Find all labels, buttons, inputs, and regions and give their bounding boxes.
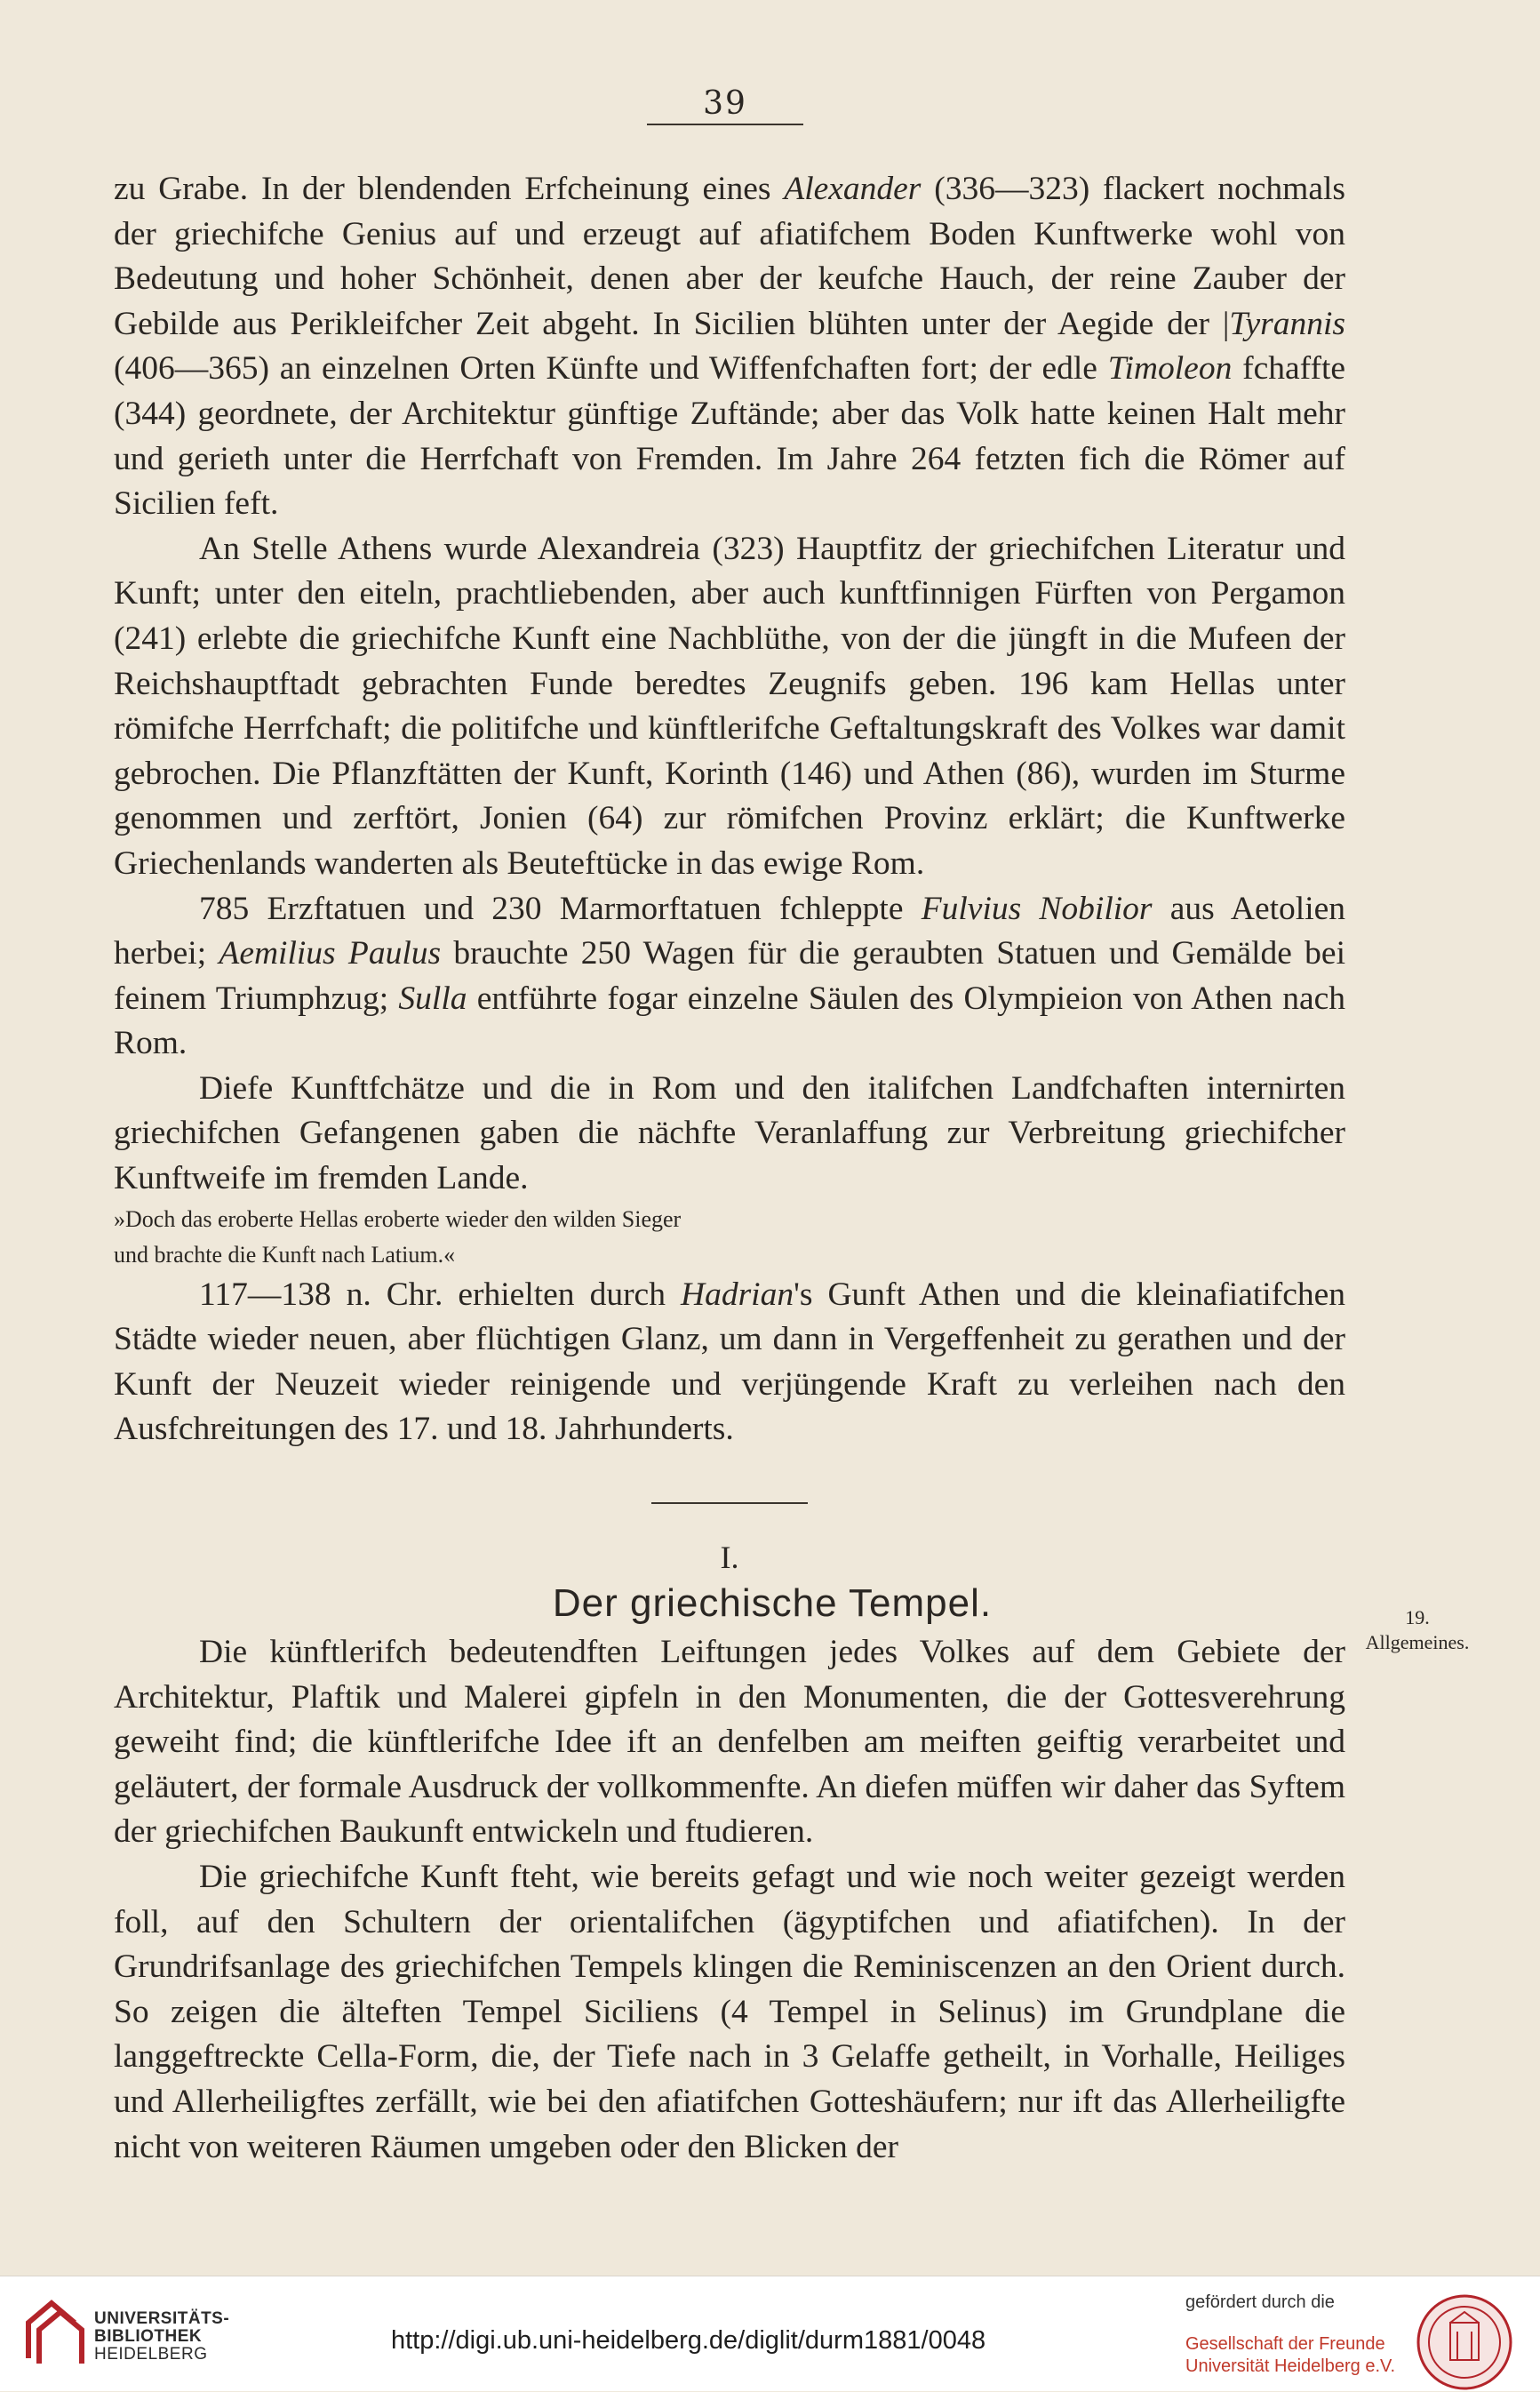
quotation xyxy=(114,1202,914,1273)
quote-line: »Doch das eroberte Hellas eroberte wieder den wilden Sieger xyxy=(114,1205,682,1232)
library-name-line: HEIDELBERG xyxy=(94,2345,208,2364)
document-url-link[interactable]: http://digi.ub.uni-heidelberg.de/diglit/durm1881/0048 xyxy=(391,2326,986,2355)
sponsor-name xyxy=(1185,2333,1395,2378)
library-name-line: UNIVERSITÄTS- xyxy=(94,2309,230,2328)
margin-note xyxy=(1360,1605,1475,1655)
library-name xyxy=(94,2310,229,2364)
quote-line: und brachte die Kunft nach Latium.« xyxy=(114,1241,456,1268)
section-divider xyxy=(651,1502,808,1504)
sponsor-name-line: Gesellschaft der Freunde xyxy=(1185,2334,1385,2354)
ub-logo-icon xyxy=(16,2296,91,2371)
university-seal-icon xyxy=(1415,2292,1514,2392)
sponsor-label: gefördert durch die xyxy=(1185,2292,1335,2312)
section-number: I. xyxy=(720,1540,739,1576)
paragraph: 117—138 n. Chr. erhielten durch Hadrian's Gunft Athen und die kleinafiatifchen Städte wieder neuen, aber flüchtigen Glanz, um dann in Vergeffenheit zu gerathen und der Kunft der Neuzeit wieder reinigende und verjüngende Kraft zu verleihen nach den Ausfchreitungen des 17. und 18. Jahrhunderts. xyxy=(114,1276,1345,1448)
margin-note-label: Allgemeines. xyxy=(1365,1631,1470,1653)
paragraph: Die griechifche Kunft fteht, wie bereits gefagt und wie noch weiter gezeigt werden foll, auf den Schultern der orientalifchen (ägyptifchen und afiatifchen). In der Grundrifsanlage des griechifchen Tempels klingen die Reminiscenzen an den Orient durch. So zeigen die älteften Tempel Siciliens (4 Tempel in Selinus) im Grundplane die langgeftreckte Cella-Form, die, der Tiefe nach in 3 Gelaffe getheilt, in Vorhalle, Heiliges und Allerheiligftes zerfällt, wie bei den afiatifchen Gotteshäufern; nur ift das Allerheiligfte nicht von weiteren Räumen umgeben oder den Blicken der xyxy=(114,1859,1345,2165)
footer-bar xyxy=(0,2276,1540,2391)
paragraph: Diefe Kunftfchätze und die in Rom und den italifchen Landfchaften internirten griechifchen Gefangenen gaben die nächfte Veranlaffung zur Verbreitung griechifcher Kunftweife im fremden Lande. xyxy=(114,1069,1345,1197)
margin-note-number: 19. xyxy=(1405,1606,1430,1628)
paragraph: Die künftlerifch bedeutendften Leiftungen jedes Volkes auf dem Gebiete der Architektur, Plaftik und Malerei gipfeln in den Monumenten, die der Gottesverehrung geweiht find; die künftlerifche Idee ift an denfelben am meiften geiftig verarbeitet und geläutert, der formale Ausdruck der vollkommenfte. An diefen müffen wir daher das Syftem der griechifchen Baukunft entwickeln und ftudieren. xyxy=(114,1634,1345,1851)
body-text xyxy=(114,167,1345,2170)
library-name-line: BIBLIOTHEK xyxy=(94,2327,203,2346)
paragraph: 785 Erzftatuen und 230 Marmorftatuen fchleppte Fulvius Nobilior aus Aetolien herbei; Aemilius Paulus brauchte 250 Wagen für die geraubten Statuen und Gemälde bei feinem Triumphzug; Sulla entführte fogar einzelne Säulen des Olympieion von Athen nach Rom. xyxy=(114,890,1346,1062)
paragraph: zu Grabe. In der blendenden Erfcheinung eines Alexander (336—323) flackert nochmals der griechifche Genius auf und erzeugt auf afiatifchem Boden Kunftwerke wohl von Bedeutung und hoher Schönheit, denen aber der keufche Hauch, der reine Zauber der Gebilde aus Perikleifcher Zeit abgeht. In Sicilien blühten unter der Aegide der |Tyrannis (406—365) an einzelnen Orten Künfte und Wiffenfchaften fort; der edle Timoleon fchaffte (344) geordnete, der Architektur günftige Zuftände; aber das Volk hatte keinen Halt mehr und gerieth unter die Herrfchaft von Fremden. Im Jahre 264 fetzten fich die Römer auf Sicilien feft. xyxy=(114,171,1346,523)
paragraph: An Stelle Athens wurde Alexandreia (323) Hauptfitz der griechifchen Literatur und Kunft; unter den eiteln, prachtliebenden, aber auch kunftfinnigen Fürften von Pergamon (241) erlebte die griechifche Kunft eine Nachblüthe, von der die jüngft in die Mufeen der Reichshauptftadt gebrachten Funde beredtes Zeugnifs geben. 196 kam Hellas unter römifche Herrfchaft; die politifche und künftlerifche Geftaltungskraft des Volkes war damit gebrochen. Die Pflanzftätten der Kunft, Korinth (146) und Athen (86), wurden im Sturme genommen und zerftört, Jonien (64) zur römifchen Provinz erklärt; die Kunftwerke Griechenlands wanderten als Beuteftücke in das ewige Rom. xyxy=(114,530,1345,882)
sponsor-name-line: Universität Heidelberg e.V. xyxy=(1185,2356,1396,2376)
page-number: 39 xyxy=(647,85,803,125)
section-title: Der griechische Tempel. xyxy=(552,1581,993,1626)
